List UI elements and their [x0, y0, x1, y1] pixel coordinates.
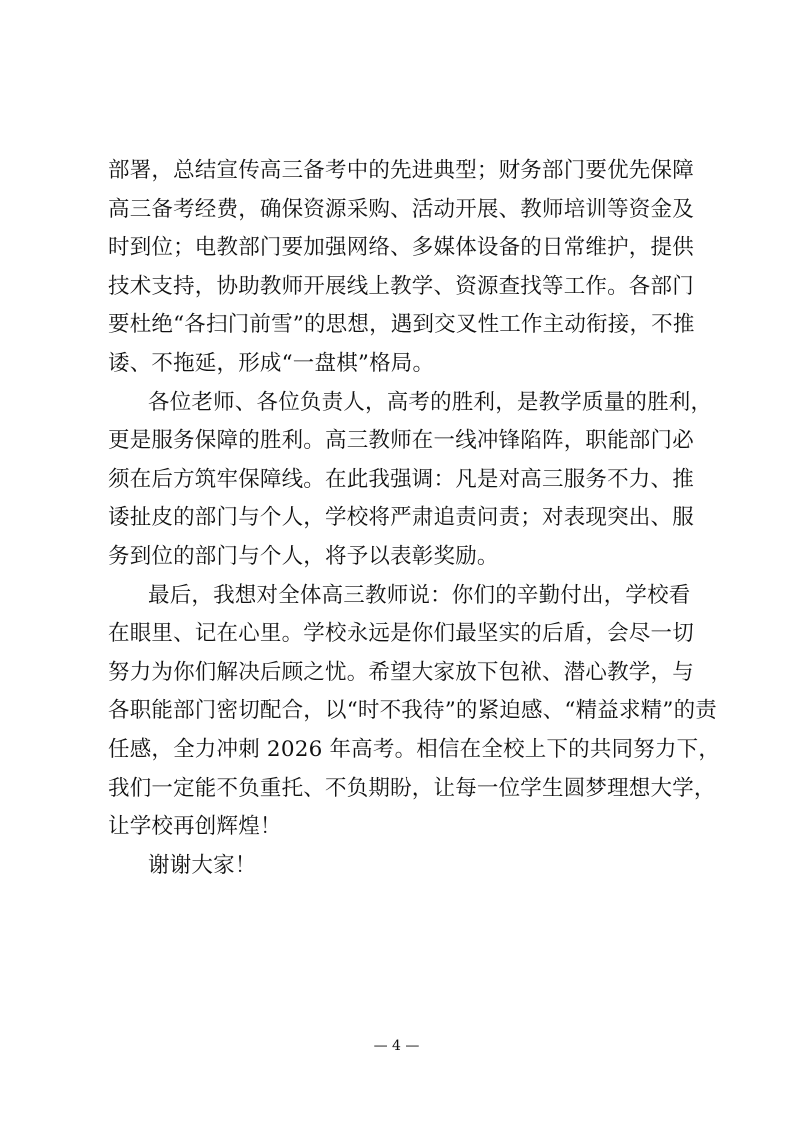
text-line: 在眼里、记在心里。学校永远是你们最坚实的后盾，会尽一切: [108, 621, 694, 647]
text-line: 各职能部门密切配合，以“时不我待”的紧迫感、“精益求精”的责: [108, 698, 717, 724]
text-line: 我们一定能不负重托、不负期盼，让每一位学生圆梦理想大学，: [108, 775, 716, 801]
text-line: 要杜绝“各扫门前雪”的思想，遇到交叉性工作主动衔接，不推: [108, 312, 695, 338]
text-line: 务到位的部门与个人，将予以表彰奖励。: [108, 543, 499, 569]
text-line: 部署，总结宣传高三备考中的先进典型；财务部门要优先保障: [108, 158, 694, 183]
text-line: 谢谢大家！: [148, 852, 257, 878]
page-number: — 4 —: [373, 1038, 420, 1054]
text-line: 诿扯皮的部门与个人，学校将严肃追责问责；对表现突出、服: [108, 505, 694, 531]
text-line: 更是服务保障的胜利。高三教师在一线冲锋陷阵，职能部门必: [108, 428, 694, 454]
text-line: 任感，全力冲刺 2026 年高考。相信在全校上下的共同努力下，: [108, 736, 721, 762]
text-line: 技术支持，协助教师开展线上教学、资源查找等工作。各部门: [108, 273, 694, 299]
text-line: 时到位；电教部门要加强网络、多媒体设备的日常维护，提供: [108, 235, 694, 261]
text-line: 让学校再创辉煌！: [108, 814, 282, 840]
text-line: 各位老师、各位负责人，高考的胜利，是教学质量的胜利，: [148, 389, 713, 415]
document-body: [108, 152, 721, 885]
text-line: 最后，我想对全体高三教师说：你们的辛勤付出，学校看: [148, 582, 691, 608]
text-line: 努力为你们解决后顾之忧。希望大家放下包袱、潜心教学，与: [108, 659, 694, 685]
text-line: 须在后方筑牢保障线。在此我强调：凡是对高三服务不力、推: [108, 466, 694, 492]
text-line: 高三备考经费，确保资源采购、活动开展、教师培训等资金及: [108, 196, 694, 222]
text-line: 诿、不拖延，形成“一盘棋”格局。: [108, 350, 435, 376]
